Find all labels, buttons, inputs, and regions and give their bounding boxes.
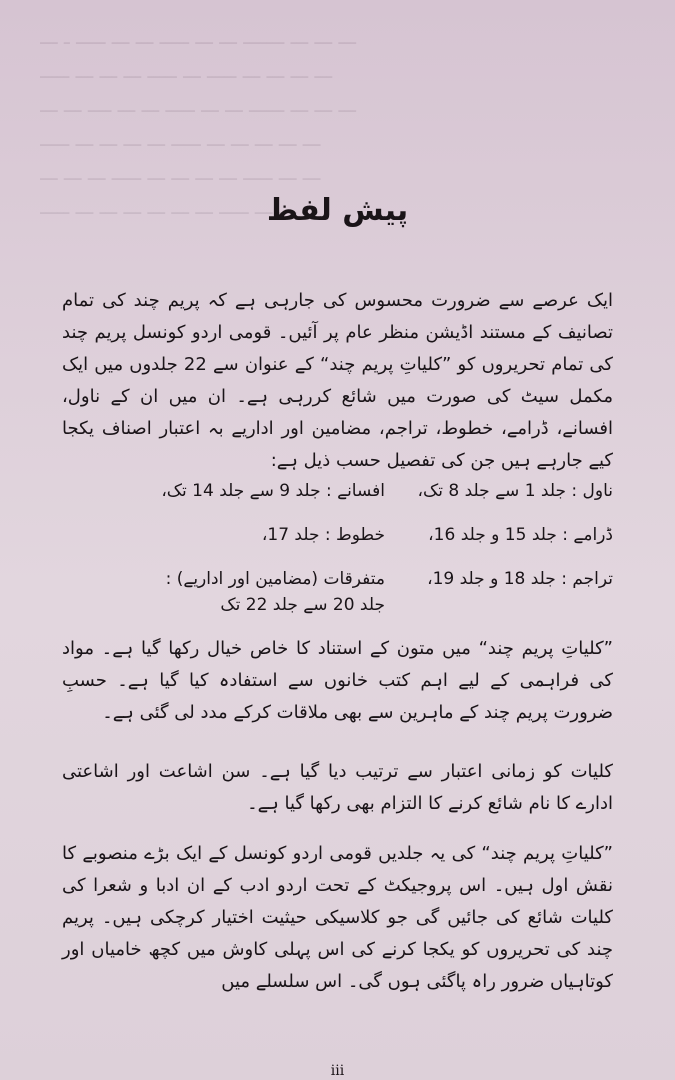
volume-entry-line: خطوط : جلد 17، (261, 525, 385, 545)
volume-row (62, 566, 613, 618)
volume-entry (85, 522, 385, 548)
paragraph-project: ”کلیاتِ پریم چند“ کی یہ جلدیں قومی اردو کونسل کے ایک بڑے منصوبے کا نقش اول ہیں۔ اس پروجیکٹ کے تحت اردو ادب کے ان ادبا و شعرا کی کلیات شائع کی جائیں گی جو کلاسیکی حیثیت اختیار کرچکی ہیں۔ پریم چند کی تحریروں کو یکجا کرنے کی اس پہلی کاوش میں کچھ خامیاں اور کوتاہیاں ضرور راہ پاگئی ہوں گی۔ اس سلسلے میں (62, 843, 613, 992)
volume-entry (85, 478, 385, 504)
volume-entry: ڈرامے : جلد 15 و جلد 16، (428, 525, 613, 545)
volume-row (62, 522, 613, 548)
volume-entry-line: جلد 20 سے جلد 22 تک (220, 595, 385, 615)
volume-entry-line: افسانے : جلد 9 سے جلد 14 تک، (161, 481, 385, 501)
paragraph-sources: ”کلیاتِ پریم چند“ میں متون کے استناد کا خاص خیال رکھا گیا ہے۔ مواد کی فراہمی کے لیے اہم کتب خانوں سے استفادہ کیا گیا ہے۔ حسبِ ضرورت پریم چند کے ماہرین سے بھی ملاقات کرکے مدد لی گئی ہے۔ (62, 638, 613, 723)
paragraph-intro: ایک عرصے سے ضرورت محسوس کی جارہی ہے کہ پریم چند کی تمام تصانیف کے مستند اڈیشن منظر عام پر آئیں۔ قومی اردو کونسل پریم چند کی تمام تحریروں کو ”کلیاتِ پریم چند“ کے عنوان سے 22 جلدوں میں ایک مکمل سیٹ کی صورت میں شائع کررہی ہے۔ ان میں ان کے ناول، افسانے، ڈرامے، خطوط، تراجم، مضامین اور اداریے بہ اعتبار اصناف یکجا کیے جارہے ہیں جن کی تفصیل حسب ذیل ہے: (62, 290, 613, 471)
volume-entry: تراجم : جلد 18 و جلد 19، (427, 569, 613, 589)
bleed-through-texture: ـــ ـ ـــــ ـــ ـــ ـــــ ـــ ـــ ـــــــ ـــ ـــ ـــ ـــــ ـــ ـــ ـــ ـــــ ـــ ـــــ ـــ ـــ ـــ ـــ ـــ ـــ ــــ ـــ ـــ ـــــ ـــ ـــ ــــــ ـــ ـــ ـــ ـــــ ـــ ـــ ـــ ـــ ـــــ ـــ ـــ ـــ ـــ ـــ ـــ ـــ ـــ ـــــ ـــ ـــ ـــ ـــ ـــــ ـــ ـــ ـــــ ـــ ـــ ـــ ـــ ـــ ـــ ـــــ ـــ ـــ (40, 25, 357, 219)
volume-row (62, 478, 613, 504)
page-number: iii (330, 1063, 345, 1079)
volume-entry: ناول : جلد 1 سے جلد 8 تک، (417, 481, 613, 501)
volume-entry-line: متفرقات (مضامین اور اداریے) : (165, 569, 385, 589)
page-title: پیش لفظ (266, 193, 409, 228)
paragraph-order: کلیات کو زمانی اعتبار سے ترتیب دیا گیا ہے۔ سن اشاعت اور اشاعتی ادارے کا نام شائع کرنے کا التزام بھی رکھا گیا ہے۔ (62, 761, 613, 814)
volume-entry (85, 566, 385, 618)
volume-list (62, 478, 613, 636)
